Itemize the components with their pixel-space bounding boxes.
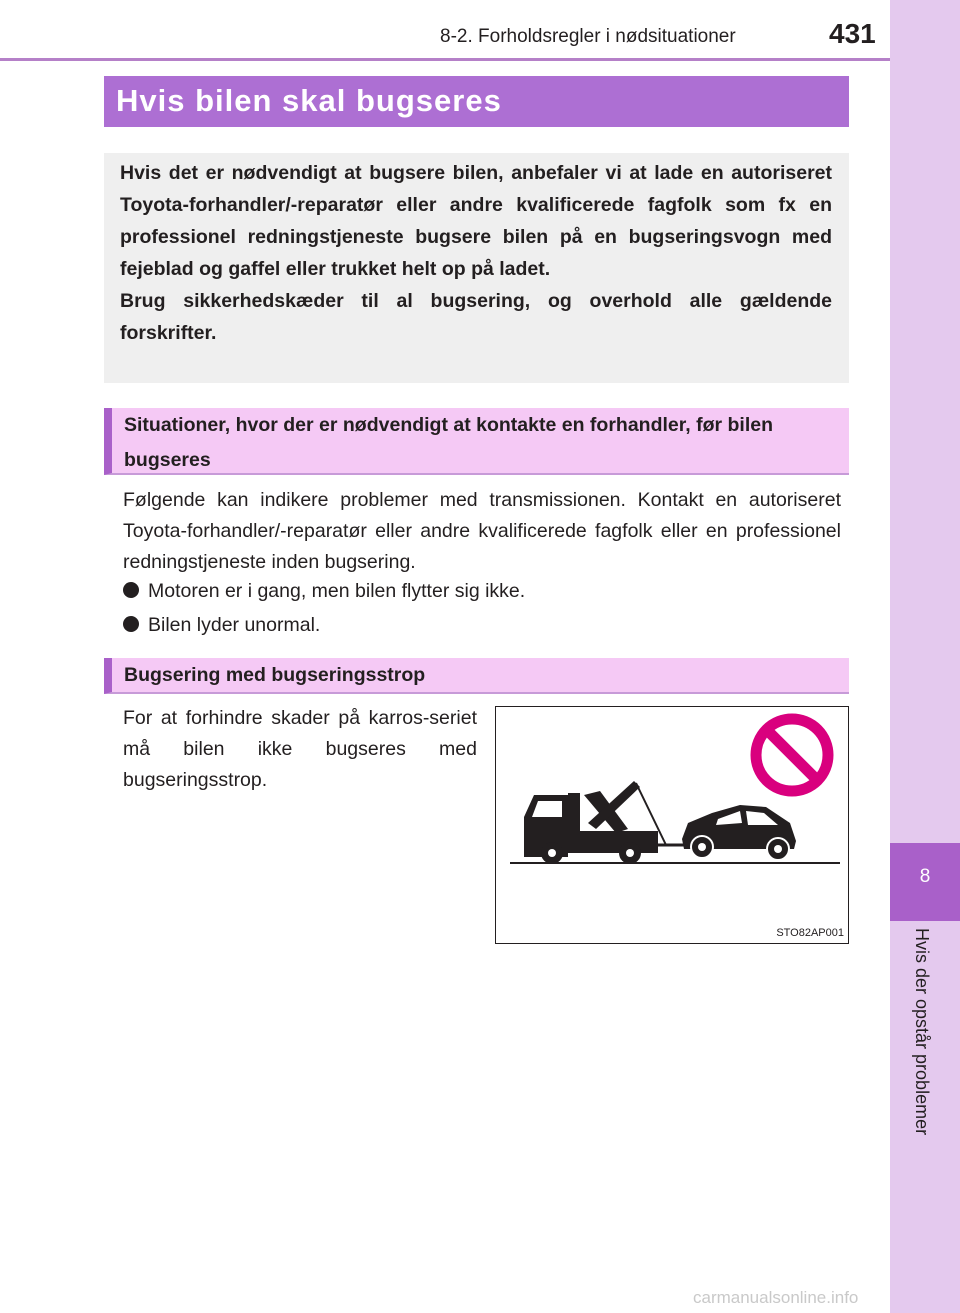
intro-paragraph: Brug sikkerhedskæder til al bugsering, og overhold alle gældende forskrifter.	[120, 290, 832, 344]
chapter-tab-number: 8	[919, 866, 931, 887]
list-item	[123, 576, 525, 607]
section-heading-text: Situationer, hvor der er nødvendigt at kontakte en forhandler, før bilen bugseres	[124, 414, 774, 471]
page-title: Hvis bilen skal bugseres	[116, 83, 502, 118]
towing-illustration	[495, 706, 849, 944]
section-heading-text: Bugsering med bugseringsstrop	[124, 664, 426, 686]
section-paragraph: Følgende kan indikere problemer med transmissionen. Kontakt en autoriseret Toyota-forhandler/-reparatør eller andre kvalificerede fagfolk eller en professionel redningstjeneste inden bugsering.	[123, 489, 841, 573]
section-heading-strap	[104, 658, 849, 694]
list-item	[123, 610, 320, 641]
bullet-icon	[123, 616, 139, 632]
section-heading-dealer	[104, 408, 849, 475]
intro-paragraph: Hvis det er nødvendigt at bugsere bilen, anbefaler vi at lade en autoriseret Toyota-forhandler/-reparatør eller andre kvalificerede fagfolk som fx en professionel redningstjeneste bugsere bilen på en bugseringsvogn med fejeblad og gaffel eller trukket helt op på ladet.	[120, 162, 832, 280]
figure-code: STO82AP001	[776, 927, 844, 939]
list-item-text: Bilen lyder unormal.	[148, 614, 321, 636]
bullet-icon	[123, 582, 139, 598]
header-divider	[0, 58, 890, 61]
chapter-header: 8-2. Forholdsregler i nødsituationer	[440, 26, 736, 47]
chapter-tab-label: Hvis der opstår problemer	[912, 928, 932, 1136]
intro-text	[120, 157, 832, 349]
page-number: 431	[829, 18, 876, 49]
section-paragraph: For at forhindre skader på karros-seriet må bilen ikke bugseres med bugseringsstrop.	[123, 707, 477, 791]
watermark: carmanualsonline.info	[693, 1288, 859, 1307]
tow-truck-illustration	[496, 707, 848, 943]
list-item-text: Motoren er i gang, men bilen flytter sig ikke.	[148, 580, 526, 602]
